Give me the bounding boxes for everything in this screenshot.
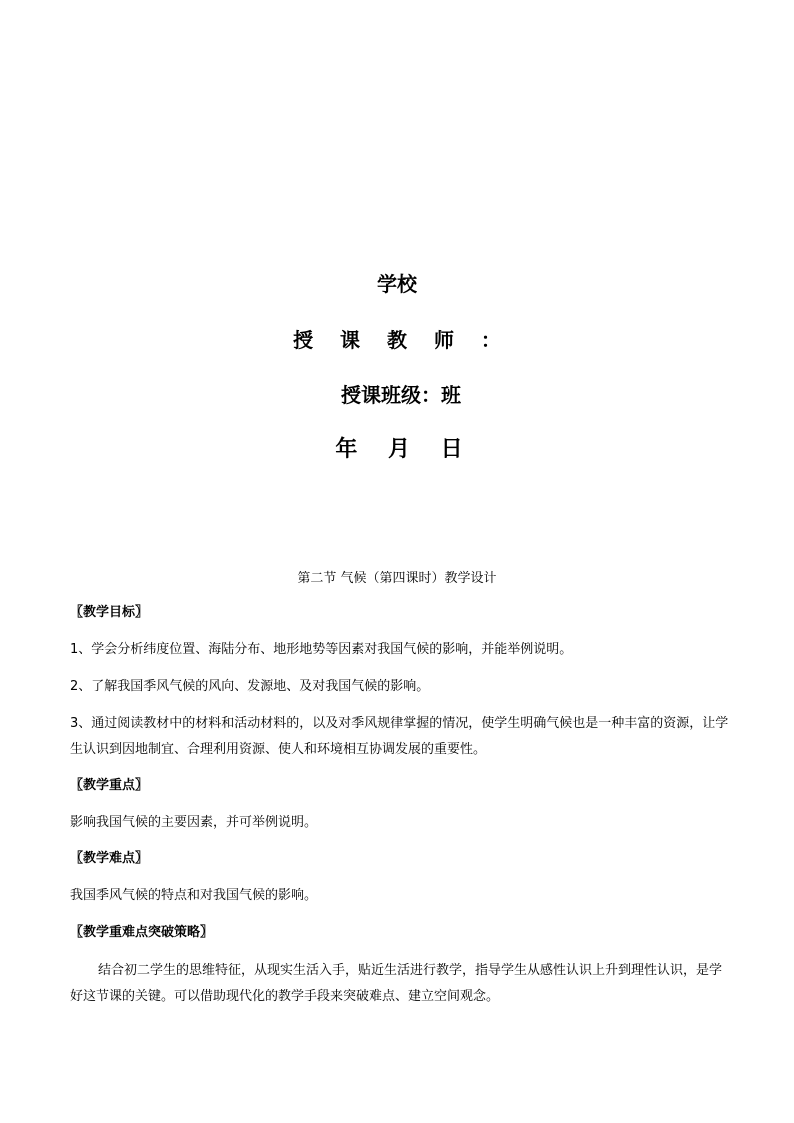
goal-item-2: 2、了解我国季风气候的风向、发源地、及对我国气候的影响。 [70, 679, 430, 694]
goal-item-3: 3、通过阅读教材中的材料和活动材料的，以及对季风规律掌握的情况，使学生明确气候也是一种丰富的资源，让学生认识到因地制宜、合理利用资源、使人和环境相互协调发展的重要性。 [70, 716, 729, 757]
cover-school: 学校 [377, 272, 417, 296]
cover-class: 授课班级：班 [341, 383, 461, 407]
document-title: 第二节 气候（第四课时）教学设计 [297, 571, 497, 586]
goal-item-1: 1、学会分析纬度位置、海陆分布、地形地势等因素对我国气候的影响，并能举例说明。 [70, 642, 573, 657]
strategy-text: 结合初二学生的思维特征，从现实生活入手，贴近生活进行教学，指导学生从感性认识上升到理性认识，是学好这节课的关键。可以借助现代化的教学手段来突破难点、建立空间观念。 [70, 963, 723, 1004]
difficulty-text: 我国季风气候的特点和对我国气候的影响。 [70, 888, 318, 903]
cover-date: 年 月 日 [335, 437, 463, 462]
strategy-heading: 〖教学重难点突破策略〗 [70, 925, 214, 940]
goals-heading: 〖教学目标〗 [70, 605, 149, 620]
key-heading: 〖教学重点〗 [70, 778, 149, 793]
difficulty-heading: 〖教学难点〗 [70, 851, 149, 866]
cover-teacher: 授 课 教 师 ： [293, 328, 511, 352]
key-text: 影响我国气候的主要因素，并可举例说明。 [70, 815, 318, 830]
